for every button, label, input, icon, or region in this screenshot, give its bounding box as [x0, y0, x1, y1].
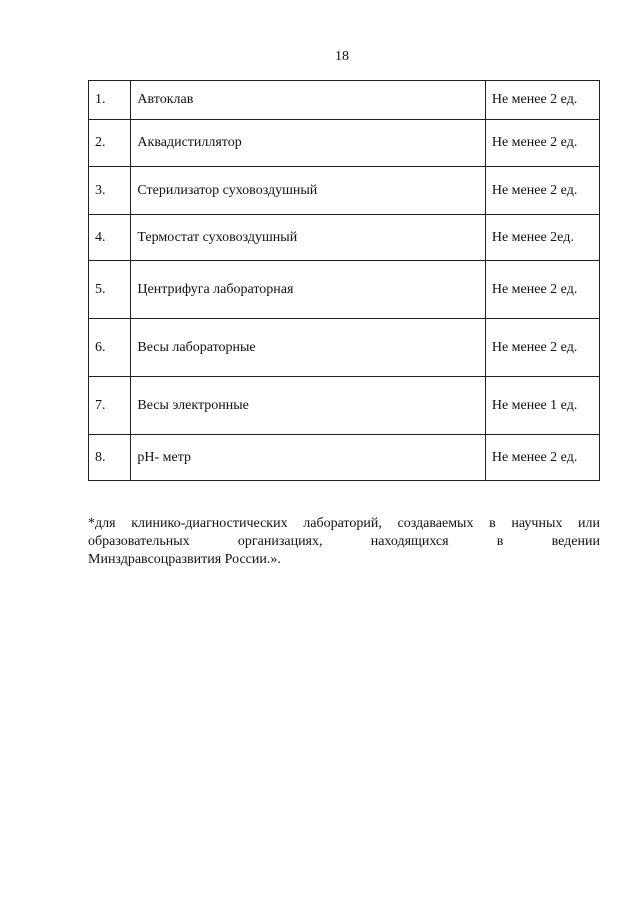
- equipment-name: Автоклав: [131, 81, 485, 120]
- table-row: [89, 167, 600, 215]
- equipment-name: Аквадистиллятор: [131, 120, 485, 167]
- table-row: [89, 215, 600, 261]
- equipment-name: Весы электронные: [131, 377, 485, 435]
- row-number: 6.: [89, 319, 131, 377]
- equipment-name: Весы лабораторные: [131, 319, 485, 377]
- equipment-quantity: Не менее 2 ед.: [485, 120, 599, 167]
- row-number: 8.: [89, 435, 131, 481]
- row-number: 2.: [89, 120, 131, 167]
- equipment-table: [88, 80, 600, 481]
- equipment-quantity: Не менее 2 ед.: [485, 435, 599, 481]
- table-row: [89, 120, 600, 167]
- equipment-quantity: Не менее 2 ед.: [485, 81, 599, 120]
- equipment-name: Центрифуга лабораторная: [131, 261, 485, 319]
- row-number: 5.: [89, 261, 131, 319]
- table-row: [89, 319, 600, 377]
- row-number: 1.: [89, 81, 131, 120]
- row-number: 7.: [89, 377, 131, 435]
- table-row: [89, 81, 600, 120]
- row-number: 3.: [89, 167, 131, 215]
- equipment-quantity: Не менее 2 ед.: [485, 261, 599, 319]
- equipment-name: Термостат суховоздушный: [131, 215, 485, 261]
- equipment-quantity: Не менее 2 ед.: [485, 167, 599, 215]
- equipment-quantity: Не менее 2ед.: [485, 215, 599, 261]
- footnote-line: образовательных организациях, находящихся в ведении: [88, 534, 600, 549]
- page-number: 18: [335, 49, 349, 64]
- table-row: [89, 261, 600, 319]
- equipment-quantity: Не менее 2 ед.: [485, 319, 599, 377]
- equipment-name: pH- метр: [131, 435, 485, 481]
- footnote-line: Минздравсоцразвития России.».: [88, 552, 281, 567]
- table-row: [89, 377, 600, 435]
- footnote: [88, 515, 600, 569]
- equipment-quantity: Не менее 1 ед.: [485, 377, 599, 435]
- row-number: 4.: [89, 215, 131, 261]
- table-row: [89, 435, 600, 481]
- footnote-line: *для клинико-диагностических лабораторий, создаваемых в научных или: [88, 516, 600, 531]
- equipment-name: Стерилизатор суховоздушный: [131, 167, 485, 215]
